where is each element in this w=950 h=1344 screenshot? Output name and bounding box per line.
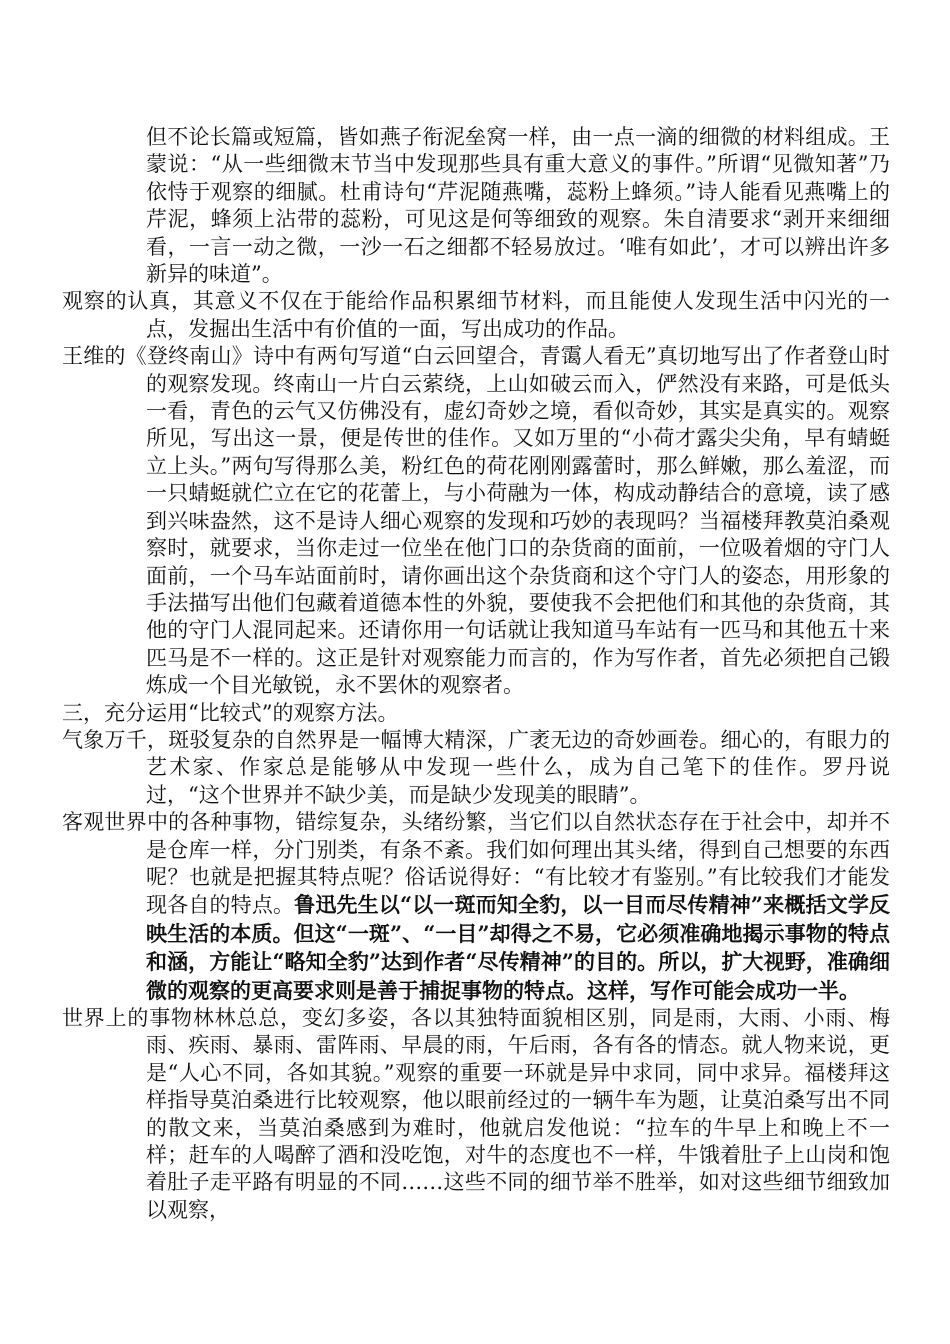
paragraph-6: 世界上的事物林林总总，变幻多姿，各以其独特面貌相区别，同是雨，大雨、小雨、梅雨、疾雨、暴雨、雷阵雨、早晨的雨，午后雨，各有各的情态。就人物来说，更是“人心不同，各如其貌。”观察的重要一环就是异中求同，同中求异。福楼拜这样指导莫泊桑进行比较观察，他以眼前经过的一辆牛车为题，让莫泊桑写出不同的散文来，当莫泊桑感到为难时，他就启发他说：“拉车的牛早上和晚上不一样；赶车的人喝醉了酒和没吃饱，对牛的态度也不一样，牛饿着肚子上山岗和饱着肚子走平路有明显的不同……这些不同的细节举不胜举，如对这些细节细致加以观察， [62, 1006, 890, 1222]
section-heading: 三，充分运用“比较式”的观察方法。 [62, 700, 399, 725]
paragraph-2: 观察的认真，其意义不仅在于能给作品积累细节材料，而且能使人发现生活中闪光的一点，发掘出生活中有价值的一面，写出成功的作品。 [62, 289, 890, 341]
paragraph-5 [62, 809, 890, 1005]
paragraph-5-bold-text: 鲁迅先生以“以一斑而知全豹，以一目而尽传精神”来概括文学反映生活的本质。但这“一斑”、“一目”却得之不易，它必须准确地揭示事物的特点和涵，方能让“略知全豹”达到作者“尽传精神”的目的。所以，扩大视野，准确细微的观察的更高要求则是善于捕捉事物的特点。这样，写作可能会成功一半。 [146, 892, 891, 1003]
document-body [62, 124, 890, 1224]
paragraph-4: 气象万千，斑驳复杂的自然界是一幅博大精深，广袤无边的奇妙画卷。细心的，有眼力的艺术家、作家总是能够从中发现一些什么，成为自己笔下的佳作。罗丹说过，“这个世界并不缺少美，而是缺少发现美的眼睛”。 [62, 727, 890, 807]
paragraph-3: 王维的《登终南山》诗中有两句写道“白云回望合，青霭人看无”真切地写出了作者登山时的观察发现。终南山一片白云萦绕，上山如破云而入，俨然没有来路，可是低头一看，青色的云气又仿佛没有，虚幻奇妙之境，看似奇妙，其实是真实的。观察所见，写出这一景，便是传世的佳作。又如万里的“小荷才露尖尖角，早有蜻蜓立上头。”两句写得那么美，粉红色的荷花刚刚露蕾时，那么鲜嫩，那么羞涩，而一只蜻蜓就伫立在它的花蕾上，与小荷融为一体，构成动静结合的意境，读了感到兴味盎然，这不是诗人细心观察的发现和巧妙的表现吗？当福楼拜教莫泊桑观察时，就要求，当你走过一位坐在他门口的杂货商的面前，一位吸着烟的守门人面前，一个马车站面前时，请你画出这个杂货商和这个守门人的姿态，用形象的手法描写出他们包藏着道德本性的外貌，要使我不会把他们和其他的杂货商，其他的守门人混同起来。还请你用一句话就让我知道马车站有一匹马和其他五十来匹马是不一样的。这正是针对观察能力而言的，作为写作者，首先必须把自己锻炼成一个目光敏锐，永不罢休的观察者。 [62, 344, 890, 698]
paragraph-1: 但不论长篇或短篇，皆如燕子衔泥垒窝一样，由一点一滴的细微的材料组成。王蒙说：“从一些细微末节当中发现那些具有重大意义的事件。”所谓“见微知著”乃依恃于观察的细腻。杜甫诗句“芹泥随燕嘴，蕊粉上蜂须。”诗人能看见燕嘴上的芹泥，蜂须上沾带的蕊粉，可见这是何等细致的观察。朱自清要求“剥开来细细看，一言一动之微，一沙一石之细都不轻易放过。‘唯有如此’，才可以辨出许多新异的味道”。 [146, 125, 890, 287]
paragraph-5-text: 客观世界中的各种事物，错综复杂，头绪纷繁，当它们以自然状态存在于社会中，却并不是仓库一样，分门别类，有条不紊。我们如何理出其头绪，得到自己想要的东西呢？也就是把握其特点呢？俗话说得好：“有比较才有鉴别。”有比较我们才能发现各自的特点。 [62, 810, 890, 918]
